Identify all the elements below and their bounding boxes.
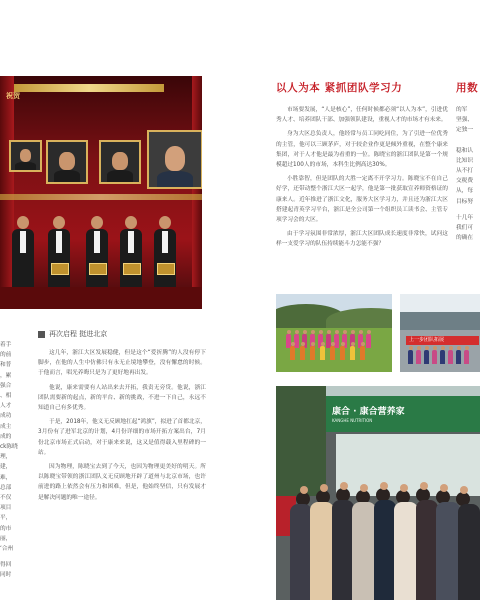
edge-line: 人才	[0, 403, 12, 410]
paragraph: 于是，2018年，他义无反顾地扛起“鸿旗”，拟进了首都北京，3月份有了进军北京的计划，4月份详细的市场开拓方案出台，7月份北京市场正式启动，对于康来来说，这又是值得载入里程碑的一站。	[38, 419, 206, 456]
edge-line: 着手	[0, 342, 12, 348]
edge-line: 的军	[456, 107, 468, 113]
middle-article-column	[276, 80, 448, 254]
team-banner: 上一步团队拓展	[406, 336, 479, 345]
right-article-column	[456, 80, 480, 243]
paragraph: 因为物理，陈晓宝去到了今天，也因为物理更美好的明天。所以陈晓宝带领的浙江团队义无反顾地开辟了道州与北京市场，也许前进的路上依然会有压力和困难，但是，他始终坚信，只有发展才是解决问题的唯一途径。	[38, 464, 206, 501]
article-title: 以人为本 紧抓团队学习力	[276, 82, 403, 94]
edge-line: 我们可	[456, 225, 474, 232]
stage-banner-text: 祝贺	[6, 92, 20, 100]
awardee	[86, 216, 108, 291]
stage-gold-strip	[0, 194, 202, 200]
edge-line: 同时	[0, 572, 12, 579]
edge-line: 坚强、	[456, 117, 474, 124]
storefront-group-photo	[276, 386, 480, 600]
edge-line: 总部	[0, 484, 12, 491]
paragraph: 由于学习氛围非常浓厚，浙江大区团队成长速度非常快，试问这样一支爱学习的队伍持续能斗力怎能不强？	[276, 231, 448, 248]
edge-line: 项目	[0, 505, 12, 512]
team-banner-photo	[400, 294, 480, 372]
awardee	[48, 216, 70, 291]
edge-line: 的市	[0, 525, 12, 532]
group-crowd	[290, 482, 480, 600]
edge-line: 稳和认	[456, 147, 474, 154]
edge-line: 理，	[0, 454, 12, 461]
left-edge-text	[0, 340, 26, 581]
edge-line: 强合	[0, 382, 12, 389]
edge-line: 从不打	[456, 168, 474, 175]
awardee	[12, 216, 34, 291]
team-outdoor-photo	[276, 294, 392, 372]
edge-line: ‘合州	[0, 546, 14, 553]
edge-line: ，累	[0, 372, 12, 379]
paragraph: 市场要发展，“人是核心”，任何时候都必须“以人为本”，引进优秀人才、培养团队干部、加强领队建设，重视人才的市场才有未来。	[276, 107, 448, 124]
article-body	[276, 105, 448, 250]
screen-portrait	[46, 140, 88, 184]
stage-floor	[0, 287, 202, 309]
edge-line: 从，每	[456, 188, 474, 195]
edge-line: 定独一	[456, 127, 474, 134]
edge-line: 成主	[0, 423, 12, 430]
award-stage-photo	[0, 76, 202, 309]
edge-line: 成的	[0, 433, 12, 440]
screen-portrait	[99, 140, 141, 184]
square-bullet-icon	[38, 331, 45, 338]
left-article-column	[38, 329, 206, 507]
edge-line: 丽，	[0, 535, 12, 542]
article-title-fragment: 用数	[456, 82, 479, 94]
stage-banner	[14, 84, 164, 92]
paragraph: 小胜靠智，但是团队的大胜一定离不开学习力。陈晓宝不在自己好学，还带动整个浙江大区一起学，他是第一批获取宣养师资格证的康来人。近年推进了浙江文化，服务大区学习力，并且还为浙江大区搭建起青英学习平台，浙江是全公司第一个组织员工读书会、主管专项学习会的大区。	[276, 176, 448, 224]
edge-line: 不仅	[0, 495, 12, 502]
article-body	[38, 348, 206, 503]
awardee	[120, 216, 142, 291]
store-sign: 康合 · 康合营养家	[332, 407, 405, 417]
paragraph: 他说，康来需要有人站出来去开拓，我责无旁贷。他说，浙江团队需要新的起点，新的平台、新的挑战，不进一下自己，永远不知道自己有多优秀。	[38, 384, 206, 412]
section-heading	[38, 329, 206, 339]
edge-line: 交税费	[456, 178, 474, 185]
edge-line: 十几年	[456, 214, 474, 221]
edge-line: 和普	[0, 362, 12, 369]
edge-line: 难，	[0, 474, 12, 481]
paragraph: 身为大区总负责人，他经常与员工同吃同住，为了引进一位优秀的主管，他可以三顾茅庐，对于较企业作更是倾外重视，在整个康来集团，对于人才他是最为看重的一位。陈晓宝的浙江团队是第一个规模超过100人的市场，本科生比例高达30%。	[276, 131, 448, 169]
edge-line: ck陈晓	[0, 444, 18, 451]
paragraph: 这几年，浙江大区发展稳健，但是这个“爱折腾”的人没有停下脚步，在他的人生中仿佛只有永无止境地攀登，没有懈怠的时候。于他而言，唱光养晦只是为了更好地再出发。	[38, 350, 206, 377]
edge-line: 比知识	[456, 157, 474, 164]
section-title: 再次启程 挺进北京	[49, 330, 108, 338]
awardee	[154, 216, 176, 291]
screen-portrait	[147, 130, 202, 189]
edge-line: 得回	[0, 562, 12, 569]
right-edge-text	[456, 105, 480, 243]
edge-line: 建，	[0, 464, 12, 471]
edge-line: 、相	[0, 393, 12, 400]
edge-line: 目标努	[456, 198, 474, 205]
stage-curtain-right	[192, 76, 202, 309]
edge-line: 成功	[0, 413, 12, 420]
screen-portrait	[9, 140, 42, 172]
edge-line: 平，	[0, 515, 12, 522]
edge-line: 的前	[0, 352, 12, 359]
store-sign-subtitle: KANGHE NUTRITION	[332, 418, 373, 423]
edge-line: 的确在	[456, 235, 474, 242]
